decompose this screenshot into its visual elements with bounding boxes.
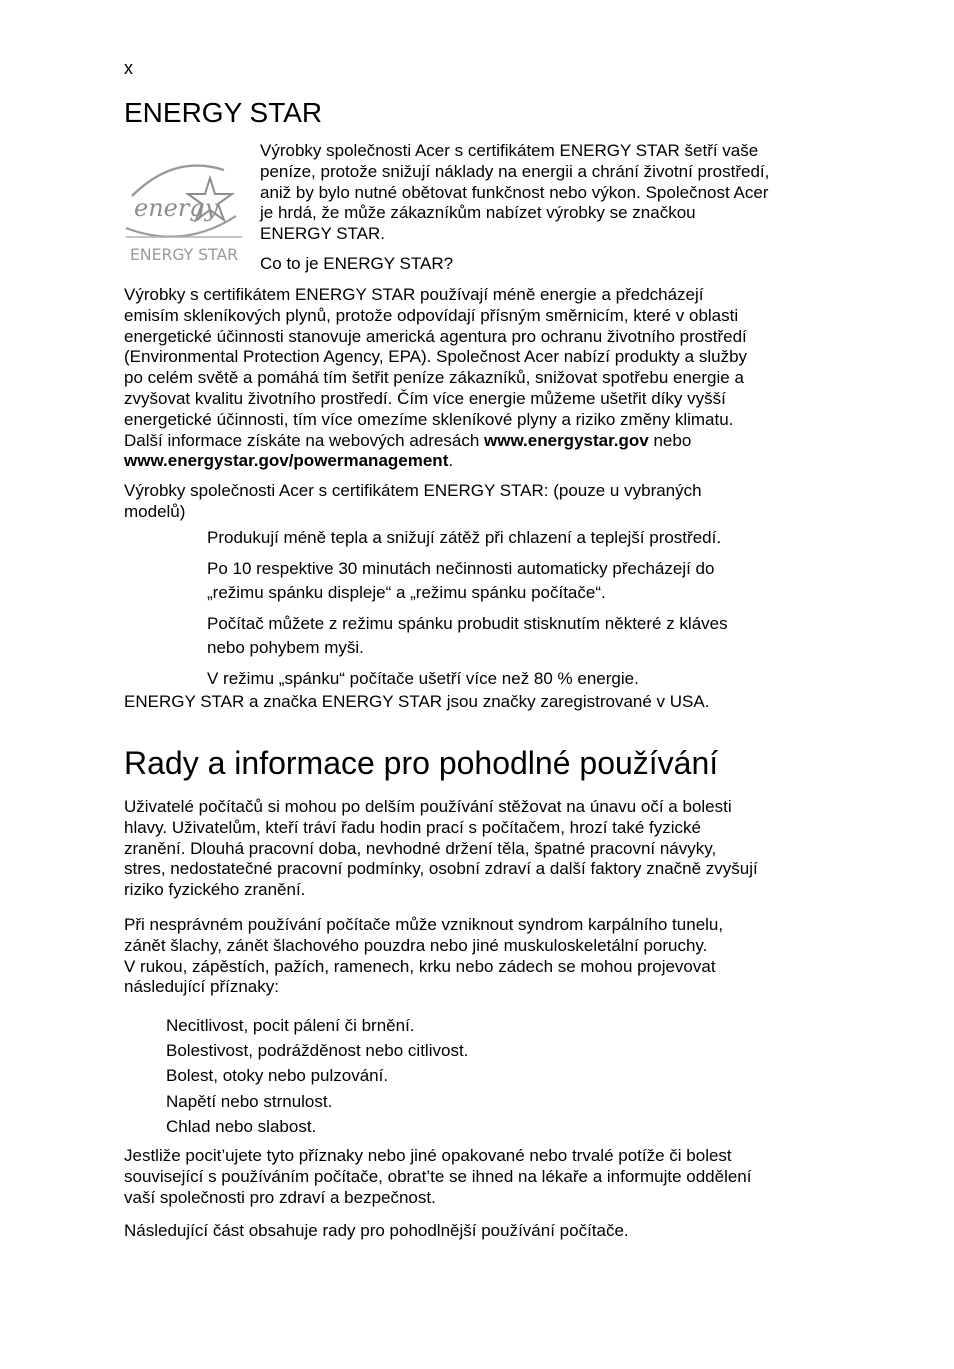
list-item: Bolestivost, podrážděnost nebo citlivost. bbox=[166, 1041, 469, 1061]
energy-star-intro bbox=[260, 141, 820, 275]
list-item: Po 10 respektive 30 minutách nečinnosti automaticky přecházejí do „režimu spánku displeje“ a „režimu spánku počítače“. bbox=[207, 558, 715, 602]
comfort-paragraph-1: Uživatelé počítačů si mohou po delším používání stěžovat na únavu očí a bolesti hlavy. Uživatelům, kteří tráví řadu hodin prací s počítačem, hrozí také fyzické zranění. Dlouhá pracovní doba, nevhodné držení těla, špatné pracovní návyky, stres, nedostatečné pracovní podmínky, osobní zdraví a další faktory značně zvyšují riziko fyzického zranění. bbox=[124, 797, 758, 900]
list-item: Počítač můžete z režimu spánku probudit stisknutím některé z kláves nebo pohybem myši. bbox=[207, 613, 728, 657]
list-item: Necitlivost, pocit pálení či brnění. bbox=[166, 1016, 415, 1035]
comfort-paragraph-2: Při nesprávném používání počítače může vzniknout syndrom karpálního tunelu, zánět šlachy, zánět šlachového pouzdra nebo jiné muskuloskeletální poruchy. V rukou, zápěstích, pažích, ramenech, krku nebo zádech se mohou projevovat následující příznaky: bbox=[124, 915, 724, 997]
energy-star-description: Výrobky s certifikátem ENERGY STAR používají méně energie a předcházejí emisím skleníkových plynů, protože odpovídají přísným směrnicím, které v oblasti energetické účinnosti stanovuje americká agentura pro ochranu životního prostředí (Environmental Protection Agency, EPA). Společnost Acer nabízí produkty a služby po celém světě a pomáhá tím šetřit peníze zákazníků, snižovat spotřebu energie a zvyšovat kvalitu životního prostředí. Čím více energie můžeme ušetřit díky vyšší energetické účinnosti, tím více omezíme skleníkové plyny a riziko změny klimatu. Další informace získáte na webových adresách www.energystar.gov nebo www.energystar.gov/powermanagement. bbox=[124, 285, 748, 471]
intro-text: Výrobky společnosti Acer s certifikátem ENERGY STAR šetří vaše peníze, protože snižují náklady na energii a chrání životní prostředí, aniž by bylo nutné obětovat funkčnost nebo výkon. Společnost Acer je hrdá, že může zákazníkům nabízet výrobky se značkou ENERGY STAR. bbox=[260, 141, 770, 244]
energy-star-logo bbox=[124, 158, 244, 268]
page-number: x bbox=[124, 58, 133, 78]
list-item: Chlad nebo slabost. bbox=[166, 1116, 317, 1136]
link-energystar[interactable]: www.energystar.gov bbox=[484, 430, 649, 450]
list-item: V režimu „spánku“ počítače ušetří více než 80 % energie. bbox=[207, 668, 639, 688]
list-item: Bolest, otoky nebo pulzování. bbox=[166, 1066, 389, 1086]
link-powermanagement[interactable]: www.energystar.gov/powermanagement bbox=[124, 451, 449, 471]
energy-star-heading: ENERGY STAR bbox=[124, 97, 323, 128]
energy-star-trademark: ENERGY STAR a značka ENERGY STAR jsou značky zaregistrované v USA. bbox=[124, 692, 710, 711]
comfort-heading: Rady a informace pro pohodlné používání bbox=[124, 745, 719, 781]
energy-star-products-intro: Výrobky společnosti Acer s certifikátem ENERGY STAR: (pouze u vybraných modelů) bbox=[124, 481, 702, 521]
energy-star-feature-list bbox=[207, 526, 807, 697]
intro-question: Co to je ENERGY STAR? bbox=[260, 253, 454, 273]
comfort-paragraph-4: Následující část obsahuje rady pro pohodlnější používání počítače. bbox=[124, 1221, 629, 1240]
logo-label: ENERGY STAR bbox=[130, 245, 238, 264]
list-item: Napětí nebo strnulost. bbox=[166, 1091, 333, 1111]
comfort-paragraph-3: Jestliže pocit’ujete tyto příznaky nebo jiné opakované nebo trvalé potíže či bolest související s používáním počítače, obrat’te se ihned na lékaře a informujte oddělení vaší společnosti pro zdraví a bezpečnost. bbox=[124, 1146, 752, 1207]
list-item: Produkují méně tepla a snižují zátěž při chlazení a teplejší prostředí. bbox=[207, 528, 722, 547]
logo-script-text: energy bbox=[134, 194, 219, 222]
symptom-list bbox=[166, 1013, 766, 1139]
